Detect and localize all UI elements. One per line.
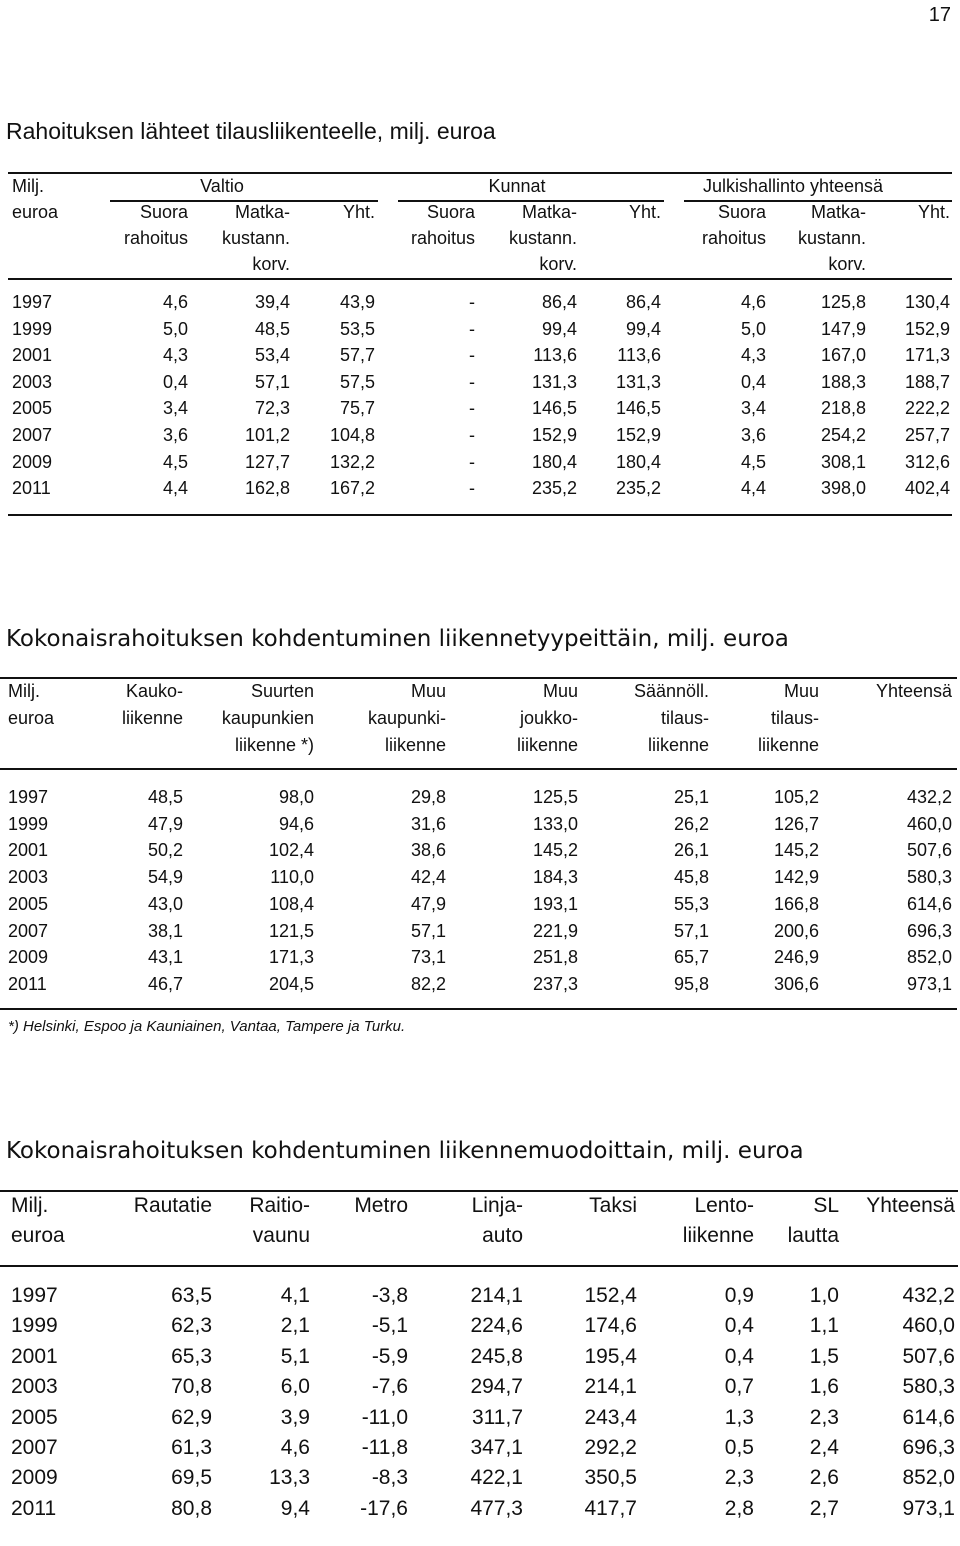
table3-value-cell: 350,5: [584, 1466, 637, 1490]
table3-year-cell: 1997: [11, 1284, 58, 1307]
table1-value-cell: 171,3: [904, 345, 950, 366]
table1-value-cell: 4,6: [740, 292, 766, 312]
table2-value-cell: 38,1: [147, 920, 183, 941]
table3-value-cell: 2,8: [724, 1496, 754, 1520]
table2-column-header: liikenne *): [234, 735, 314, 755]
table3-value-cell: 294,7: [470, 1375, 523, 1399]
table2-value-cell: 29,8: [410, 787, 446, 807]
table3-header-rowlabel: Milj.: [11, 1194, 49, 1217]
table2-value-cell: 171,3: [268, 947, 314, 968]
table3-value-cell: 1,5: [809, 1344, 839, 1368]
table3-value-cell: 432,2: [902, 1284, 955, 1307]
table3-column-header: auto: [482, 1224, 523, 1247]
table1-value-cell: -: [469, 451, 475, 472]
table2-value-cell: 166,8: [773, 893, 819, 914]
table3-value-cell: 245,8: [470, 1344, 523, 1368]
table1-value-cell: 402,4: [904, 478, 950, 499]
table2-header-rowlabel: Milj.: [8, 681, 40, 701]
table1-value-cell: 312,6: [904, 451, 950, 472]
table3-year-cell: 2001: [11, 1344, 58, 1368]
table2-year-cell: 1999: [8, 813, 49, 834]
table3-value-cell: 0,4: [724, 1314, 754, 1338]
table3-value-cell: 224,6: [470, 1314, 523, 1338]
table1-value-cell: 101,2: [244, 425, 290, 445]
table2-value-cell: 65,7: [673, 947, 709, 968]
table3-value-cell: 63,5: [171, 1284, 212, 1307]
table2-column-header: Suurten: [250, 681, 314, 701]
table1-value-cell: 3,6: [162, 425, 188, 445]
table1-subheader: Yht.: [342, 202, 375, 222]
table1-value-cell: 5,0: [162, 318, 188, 339]
table2-value-cell: 73,1: [410, 947, 446, 968]
table1-subheader: Yht.: [917, 202, 950, 222]
table2-value-cell: 26,2: [673, 813, 709, 834]
table1-value-cell: 75,7: [339, 398, 375, 419]
table1-value-cell: -: [469, 292, 475, 312]
table2-value-cell: 50,2: [147, 840, 183, 861]
table1-value-cell: 99,4: [625, 318, 661, 339]
table3-year-cell: 2005: [11, 1405, 58, 1429]
table1-value-cell: -: [469, 398, 475, 419]
table2-value-cell: 98,0: [278, 787, 314, 807]
table1-value-cell: 4,5: [162, 451, 188, 472]
table3-value-cell: 1,6: [809, 1375, 839, 1399]
table1-subheader: rahoitus: [701, 228, 766, 248]
table1-value-cell: 152,9: [531, 425, 577, 445]
table2-value-cell: 973,1: [906, 973, 952, 994]
table3-value-cell: 0,9: [724, 1284, 754, 1307]
table1-value-cell: 398,0: [820, 478, 866, 499]
table2-value-cell: 246,9: [773, 947, 819, 968]
table1-value-cell: 53,4: [254, 345, 290, 366]
table2-column-header: Kauko-: [125, 681, 183, 701]
table2-year-cell: 2009: [8, 947, 49, 968]
table3-value-cell: -11,0: [361, 1405, 408, 1429]
table1-value-cell: 86,4: [625, 292, 661, 312]
table1-title: Rahoituksen lähteet tilausliikenteelle, milj. euroa: [6, 118, 496, 144]
table3-value-cell: -17,6: [360, 1496, 408, 1520]
table1-year-cell: 2007: [12, 425, 53, 445]
table3-column-header: Linja-: [471, 1194, 523, 1217]
table1-value-cell: 130,4: [904, 292, 950, 312]
table2-value-cell: 614,6: [906, 893, 952, 914]
table3-column-header: liikenne: [682, 1224, 754, 1247]
table3-value-cell: 61,3: [171, 1436, 212, 1459]
table3-value-cell: 69,5: [171, 1466, 212, 1490]
table3-value-cell: 5,1: [280, 1344, 310, 1368]
table3-value-cell: 13,3: [269, 1466, 310, 1490]
table1-value-cell: -: [469, 371, 475, 392]
table2-year-cell: 2005: [8, 893, 49, 914]
table3-column-header: Raitio-: [249, 1194, 310, 1217]
table2-value-cell: 110,0: [270, 867, 314, 888]
table2-value-cell: 46,7: [147, 973, 183, 994]
table1-value-cell: -: [469, 425, 475, 445]
table2-value-cell: 204,5: [268, 973, 314, 994]
table3-value-cell: 417,7: [584, 1496, 637, 1520]
table1-value-cell: 0,4: [162, 371, 188, 392]
table1-subheader: kustann.: [221, 228, 290, 248]
table2-column-header: tilaus-: [660, 708, 709, 728]
table2-column-header: Muu: [542, 681, 578, 701]
table3-value-cell: 9,4: [280, 1496, 310, 1520]
table2-value-cell: 184,3: [532, 867, 578, 888]
table2-value-cell: 460,0: [906, 813, 952, 834]
table1-subheader: korv.: [539, 254, 577, 274]
table3-value-cell: 460,0: [902, 1314, 955, 1338]
table1-subheader: korv.: [252, 254, 290, 274]
table2-value-cell: 105,2: [773, 787, 819, 807]
table1-subheader: Matka-: [234, 202, 290, 222]
table1-value-cell: 72,3: [254, 398, 290, 419]
table3-value-cell: 214,1: [470, 1284, 523, 1307]
table3-column-header: vaunu: [252, 1224, 310, 1247]
table3-year-cell: 2009: [11, 1466, 58, 1490]
table2-value-cell: 108,4: [268, 893, 314, 914]
table1-group-header: Kunnat: [488, 176, 546, 196]
table1-value-cell: 104,8: [329, 425, 375, 445]
table2-year-cell: 2011: [8, 973, 47, 994]
table1-subheader: Matka-: [521, 202, 577, 222]
table2-column-header: liikenne: [121, 708, 183, 728]
table3-value-cell: 1,3: [724, 1405, 754, 1429]
table3-column-header: Yhteensä: [866, 1194, 955, 1217]
table1-subheader: korv.: [828, 254, 866, 274]
table1-subheader: Yht.: [628, 202, 661, 222]
table1-value-cell: 235,2: [531, 478, 577, 499]
table1-value-cell: -: [469, 478, 475, 499]
table2-value-cell: 94,6: [278, 813, 314, 834]
table1-year-cell: 2009: [12, 451, 53, 472]
table2-column-header: Muu: [783, 681, 819, 701]
table1-value-cell: 308,1: [820, 451, 866, 472]
table1-value-cell: 127,7: [244, 451, 290, 472]
table1-value-cell: 39,4: [254, 292, 290, 312]
table1-value-cell: 57,5: [339, 371, 375, 392]
table3-title: Kokonaisrahoituksen kohdentuminen liikennemuodoittain, milj. euroa: [6, 1138, 804, 1164]
table3-year-cell: 1999: [11, 1314, 58, 1338]
table3-value-cell: 347,1: [470, 1436, 523, 1459]
table3-value-cell: 2,4: [809, 1436, 839, 1459]
table3-value-cell: 696,3: [902, 1436, 955, 1459]
table1-value-cell: 48,5: [254, 318, 290, 339]
table1-value-cell: 152,9: [615, 425, 661, 445]
table1-value-cell: 131,3: [531, 371, 577, 392]
table2-column-header: liikenne: [516, 735, 578, 755]
table1-year-cell: 2005: [12, 398, 53, 419]
table2-value-cell: 306,6: [773, 973, 819, 994]
table2-year-cell: 2003: [8, 867, 49, 888]
table3-value-cell: 80,8: [171, 1496, 212, 1520]
table1-subheader: Suora: [717, 202, 766, 222]
table1-value-cell: 167,0: [820, 345, 866, 366]
table1-year-cell: 2001: [12, 345, 53, 366]
table2-value-cell: 142,9: [773, 867, 819, 888]
table3-value-cell: 2,1: [280, 1314, 310, 1338]
table2-column-header: Yhteensä: [875, 681, 952, 701]
table1-value-cell: 0,4: [740, 371, 766, 392]
table1-subheader: Matka-: [810, 202, 866, 222]
table3-value-cell: 614,6: [902, 1405, 955, 1429]
table2-column-header: liikenne: [647, 735, 709, 755]
table3-value-cell: 0,4: [724, 1344, 754, 1368]
table1-value-cell: 152,9: [904, 318, 950, 339]
table2-value-cell: 102,4: [268, 840, 314, 861]
table3-value-cell: 311,7: [472, 1405, 523, 1429]
table3-header-rule: [0, 1265, 958, 1267]
table3-column-header: Lento-: [694, 1194, 754, 1217]
table3-value-cell: 1,0: [809, 1284, 839, 1307]
table2-column-header: kaupunki-: [367, 708, 446, 728]
page-number: 17: [928, 4, 951, 26]
table1-value-cell: 254,2: [820, 425, 866, 445]
table3-value-cell: 3,9: [280, 1405, 310, 1429]
table1-value-cell: 146,5: [615, 398, 661, 419]
table2-year-cell: 2007: [8, 920, 49, 941]
table1-value-cell: 3,4: [740, 398, 766, 419]
table2-value-cell: 43,1: [147, 947, 183, 968]
table2-value-cell: 25,1: [673, 787, 709, 807]
table1-value-cell: 125,8: [820, 292, 866, 312]
table1-group-header: Julkishallinto yhteensä: [702, 176, 884, 196]
table1-header-rowlabel: euroa: [12, 202, 59, 222]
table3-column-header: Taksi: [589, 1194, 637, 1217]
table2-value-cell: 193,1: [532, 893, 578, 914]
table3-value-cell: 70,8: [171, 1375, 212, 1399]
table1-value-cell: 235,2: [615, 478, 661, 499]
table1-value-cell: 4,4: [740, 478, 766, 499]
table2-value-cell: 57,1: [673, 920, 709, 941]
table2-top-rule: [0, 677, 957, 679]
table3-value-cell: -3,8: [371, 1284, 408, 1307]
table3-value-cell: -7,6: [371, 1375, 408, 1399]
table3-value-cell: 507,6: [902, 1344, 955, 1368]
table1-bottom-rule: [8, 514, 952, 516]
table3-value-cell: 6,0: [280, 1375, 310, 1399]
table1-subheader: rahoitus: [410, 228, 475, 248]
table2-value-cell: 47,9: [410, 893, 446, 914]
table1-value-cell: 99,4: [541, 318, 577, 339]
table1-value-cell: -: [469, 318, 475, 339]
table3-year-cell: 2003: [11, 1375, 58, 1399]
table3-value-cell: 214,1: [584, 1375, 637, 1399]
table3-value-cell: 195,4: [584, 1344, 637, 1368]
table2-value-cell: 42,4: [410, 867, 446, 888]
table3-value-cell: 152,4: [584, 1284, 637, 1307]
table3-value-cell: -5,1: [371, 1314, 408, 1338]
table2-value-cell: 507,6: [906, 840, 952, 861]
table3-value-cell: 292,2: [584, 1436, 637, 1459]
table3-value-cell: 174,6: [584, 1314, 637, 1338]
table3-year-cell: 2007: [11, 1436, 58, 1459]
table1-value-cell: 4,3: [162, 345, 188, 366]
table2-value-cell: 852,0: [906, 947, 952, 968]
table2-value-cell: 26,1: [673, 840, 709, 861]
table3-value-cell: 65,3: [171, 1344, 212, 1368]
table2-value-cell: 133,0: [532, 813, 578, 834]
table2-value-cell: 126,7: [773, 813, 819, 834]
table1-subheader: kustann.: [508, 228, 577, 248]
table2-value-cell: 125,5: [532, 787, 578, 807]
table2-header-rowlabel: euroa: [8, 708, 55, 728]
table1-value-cell: 57,7: [339, 345, 375, 366]
table2-column-header: joukko-: [519, 708, 578, 728]
table1-year-cell: 2003: [12, 371, 53, 392]
table1-value-cell: 180,4: [531, 451, 577, 472]
table3-value-cell: 852,0: [902, 1466, 955, 1490]
table2-column-header: liikenne: [757, 735, 819, 755]
table1-year-cell: 1999: [12, 318, 53, 339]
table1-subheader: kustann.: [797, 228, 866, 248]
table2-value-cell: 580,3: [906, 867, 952, 888]
table3-value-cell: -11,8: [361, 1436, 408, 1459]
table2-value-cell: 38,6: [410, 840, 446, 861]
table3-value-cell: 477,3: [470, 1496, 523, 1520]
table1-value-cell: 132,2: [329, 451, 375, 472]
table3-value-cell: 0,5: [724, 1436, 754, 1459]
table2-value-cell: 121,5: [268, 920, 314, 941]
table1-value-cell: 3,6: [740, 425, 766, 445]
table2-value-cell: 221,9: [532, 920, 578, 941]
table1-value-cell: 57,1: [254, 371, 290, 392]
table2-value-cell: 145,2: [773, 840, 819, 861]
table1-subheader: Suora: [426, 202, 475, 222]
table2-value-cell: 55,3: [673, 893, 709, 914]
table2-year-cell: 2001: [8, 840, 49, 861]
table1-value-cell: 188,3: [820, 371, 866, 392]
table3-header-rowlabel: euroa: [11, 1224, 65, 1247]
table1-value-cell: 86,4: [541, 292, 577, 312]
table2-value-cell: 45,8: [673, 867, 709, 888]
table1-subheader: Suora: [139, 202, 188, 222]
table1-value-cell: 113,6: [533, 345, 577, 366]
table2-value-cell: 145,2: [532, 840, 578, 861]
table1-value-cell: 222,2: [904, 398, 950, 419]
table2-column-header: Säännöll.: [633, 681, 709, 701]
table3-value-cell: 0,7: [724, 1375, 754, 1399]
table3-value-cell: 4,1: [280, 1284, 310, 1307]
table1-top-rule: [8, 172, 952, 174]
table1-value-cell: 113,6: [617, 345, 661, 366]
table1-subheader: rahoitus: [123, 228, 188, 248]
table1-header-rowlabel: Milj.: [12, 176, 44, 196]
table2-value-cell: 696,3: [906, 920, 952, 941]
table3-value-cell: 422,1: [470, 1466, 523, 1490]
table2-value-cell: 237,3: [532, 973, 578, 994]
table1-value-cell: 147,9: [820, 318, 866, 339]
table3-value-cell: 62,9: [171, 1405, 212, 1429]
table1-value-cell: 4,3: [740, 345, 766, 366]
table2-header-rule: [0, 768, 957, 770]
table2-value-cell: 82,2: [410, 973, 446, 994]
table3-value-cell: 4,6: [280, 1436, 310, 1459]
table1-group-header: Valtio: [200, 176, 244, 196]
table1-value-cell: 257,7: [904, 425, 950, 445]
table1-value-cell: 218,8: [820, 398, 866, 419]
table1-header-rule: [8, 278, 952, 280]
table2-column-header: kaupunkien: [221, 708, 314, 728]
table1-value-cell: 167,2: [329, 478, 375, 499]
table3-value-cell: 2,3: [809, 1405, 839, 1429]
table3-year-cell: 2011: [11, 1496, 57, 1520]
table3-column-header: SL: [813, 1194, 839, 1217]
table2-footnote: *) Helsinki, Espoo ja Kauniainen, Vantaa, Tampere ja Turku.: [8, 1018, 406, 1035]
table3-column-header: lautta: [787, 1224, 839, 1247]
table2-value-cell: 57,1: [410, 920, 446, 941]
table1-year-cell: 1997: [12, 292, 53, 312]
table2-year-cell: 1997: [8, 787, 49, 807]
table2-value-cell: 31,6: [410, 813, 446, 834]
table3-value-cell: 1,1: [809, 1314, 839, 1338]
table3-value-cell: 2,3: [724, 1466, 754, 1490]
table2-value-cell: 95,8: [673, 973, 709, 994]
table1-value-cell: 131,3: [615, 371, 661, 392]
table2-bottom-rule: [0, 1008, 957, 1010]
table1-value-cell: 4,5: [740, 451, 766, 472]
table2-value-cell: 251,8: [532, 947, 578, 968]
table1-value-cell: 146,5: [531, 398, 577, 419]
table3-column-header: Rautatie: [133, 1194, 212, 1217]
table3-value-cell: 973,1: [902, 1496, 955, 1520]
table1-value-cell: 3,4: [162, 398, 188, 419]
table3-value-cell: -8,3: [371, 1466, 408, 1490]
table2-value-cell: 43,0: [147, 893, 183, 914]
table2-value-cell: 47,9: [147, 813, 183, 834]
table2-value-cell: 432,2: [906, 787, 952, 807]
table3-top-rule: [0, 1190, 958, 1192]
table2-value-cell: 54,9: [147, 867, 183, 888]
table1-value-cell: 53,5: [339, 318, 375, 339]
table3-value-cell: 243,4: [584, 1405, 637, 1429]
table1-value-cell: 162,8: [244, 478, 290, 499]
table1-value-cell: 4,6: [162, 292, 188, 312]
table2-column-header: Muu: [410, 681, 446, 701]
table2-column-header: liikenne: [384, 735, 446, 755]
table3-value-cell: -5,9: [371, 1344, 408, 1368]
table2-column-header: tilaus-: [770, 708, 819, 728]
table1-value-cell: 180,4: [615, 451, 661, 472]
table3-value-cell: 2,7: [809, 1496, 839, 1520]
table3-value-cell: 2,6: [809, 1466, 839, 1490]
table3-value-cell: 580,3: [902, 1375, 955, 1399]
table1-year-cell: 2011: [12, 478, 51, 499]
table1-value-cell: 4,4: [162, 478, 188, 499]
table1-value-cell: -: [469, 345, 475, 366]
table1-value-cell: 5,0: [740, 318, 766, 339]
table2-value-cell: 200,6: [773, 920, 819, 941]
table1-value-cell: 188,7: [904, 371, 950, 392]
table2-title: Kokonaisrahoituksen kohdentuminen liikennetyypeittäin, milj. euroa: [6, 626, 789, 652]
table1-value-cell: 43,9: [339, 292, 375, 312]
table3-column-header: Metro: [354, 1194, 408, 1217]
table3-value-cell: 62,3: [171, 1314, 212, 1338]
table2-value-cell: 48,5: [147, 787, 183, 807]
